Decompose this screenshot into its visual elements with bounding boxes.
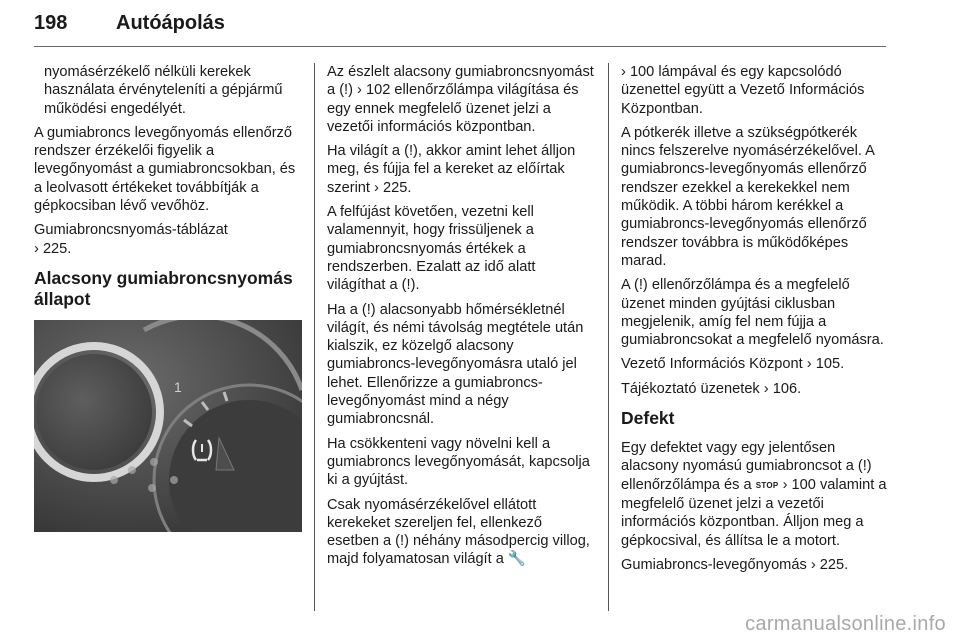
column-2 <box>327 63 595 575</box>
page-ref-arrow-icon: › <box>34 240 39 257</box>
page-ref-arrow-icon: › <box>806 356 812 373</box>
pressure-table-link[interactable]: Gumiabroncsnyomás-táblázat <box>34 222 228 239</box>
page-ref-arrow-icon: › <box>763 380 769 397</box>
page-ref-100[interactable]: 100 <box>629 64 655 80</box>
paragraph-info-messages-ref <box>621 380 893 398</box>
paragraph-lamp-message: › 100 lámpával és egy kapcsolódó üzenettel együtt a Vezető Információs Központban. <box>621 64 865 117</box>
paragraph-flat-tire: Egy defektet vagy egy jelentősen alacsony nyomású gumiabroncsot a (!) ellenőrzőlámpa és a STOP › 100 valamint a megfelelő üzenet jelzi a vezetői információs központban. Álljon meg a gépkocsival, és állítsa le a motort. <box>621 440 887 549</box>
column-divider-1 <box>314 63 315 611</box>
paragraph-stop-and-inflate: Ha világít a (!), akkor amint lehet álljon meg, és fújja fel a kereket az előírtak szerint › 225. <box>327 143 576 196</box>
tire-pressure-warning-icon: (!) <box>404 143 418 160</box>
paragraph-driver-info-center-ref <box>621 355 893 373</box>
paragraph-sensorless-wheels: nyomásérzékelő nélküli kerekek használata érvényteleníti a gépjármű működési engedélyét. <box>44 64 283 117</box>
gauge-tick-label: 1 <box>174 378 182 395</box>
paragraph-adjust-pressure: Ha csökkenteni vagy növelni kell a gumiabroncs levegőnyomását, kapcsolja ki a gyújtást. <box>327 435 590 489</box>
page-ref-105[interactable]: 105. <box>815 356 845 373</box>
tire-pressure-warning-icon: (!) <box>401 277 416 294</box>
tire-pressure-warning-icon: (!) <box>339 82 353 99</box>
paragraph-after-inflation: A felfújást követően, vezetni kell valamennyit, hogy frissüljenek a gumiabroncsnyomás értékek a rendszerben. Ezalatt az idő alatt világíthat a (!). <box>327 204 536 294</box>
column-1 <box>34 63 302 532</box>
paragraph-low-pressure-detected: Az észlelt alacsony gumiabroncsnyomást a (!) › 102 ellenőrzőlámpa világítása és egy ennek megfelelő üzenet jelzi a vezetői információs központban. <box>327 64 594 135</box>
tire-pressure-warning-icon: (!) <box>395 533 409 550</box>
column-divider-2 <box>608 63 609 611</box>
page-ref-arrow-icon: › <box>810 556 816 573</box>
page-ref-102[interactable]: 102 <box>365 82 391 99</box>
section-title: Autóápolás <box>116 12 225 34</box>
page-ref-225[interactable]: 225. <box>382 179 412 196</box>
tire-pressure-warning-icon: (!) <box>857 458 872 475</box>
header-divider <box>34 46 886 47</box>
info-messages-link[interactable]: Tájékoztató üzenetek <box>621 380 760 397</box>
page-ref-225[interactable]: 225. <box>819 556 849 573</box>
paragraph-pressure-table <box>34 221 302 258</box>
paragraph-tire-pressure-ref <box>621 556 893 574</box>
section-heading-low-pressure: Alacsony gumiabroncsnyomás állapot <box>34 267 293 309</box>
paragraph-tpms-sensors: A gumiabroncs levegőnyomás ellenőrző rendszer érzékelői figyelik a levegőnyomást a gumiabroncsokban, és a leolvasott értékeket továbbítják a gépkocsiban lévő vevőhöz. <box>34 124 296 215</box>
watermark: carmanualsonline.info <box>745 613 946 635</box>
page-ref-225[interactable]: 225. <box>42 240 72 257</box>
page-ref-arrow-icon: › <box>782 476 788 493</box>
tire-pressure-link[interactable]: Gumiabroncs-levegőnyomás <box>621 556 807 573</box>
instrument-cluster-figure <box>34 320 302 532</box>
page-header <box>34 10 886 44</box>
paragraph-spare-wheel: A pótkerék illetve a szükségpótkerék nincs felszerelve nyomásérzékelővel. A gumiabroncs-levegőnyomás ellenőrző rendszer ezekkel a kerekekkel nem működik. A többi három kerékkel a gumiabroncs-levegőnyomás ellenőrző rendszer továbbra is működőképes marad. <box>621 124 875 269</box>
page-ref-106[interactable]: 106. <box>772 380 802 397</box>
paragraph-ignition-cycle: A (!) ellenőrzőlámpa és a megfelelő üzenet minden gyújtási ciklusban megjelenik, amíg fel nem fújja a gumiabroncsokat a megfelelő nyomásra. <box>621 277 884 349</box>
page-number: 198 <box>34 12 68 34</box>
page-ref-arrow-icon: › <box>621 64 626 80</box>
page-ref-100[interactable]: 100 <box>791 476 816 493</box>
driver-info-center-link[interactable]: Vezető Információs Központ <box>621 356 803 373</box>
page-ref-arrow-icon: › <box>374 179 379 196</box>
wrench-icon: 🔧 <box>507 551 527 568</box>
paragraph-sensor-wheels-only: Csak nyomásérzékelővel ellátott kerekeket szereljen fel, ellenkező esetben a (!) néhány másodpercig villog, majd folyamatosan világít a 🔧 <box>327 496 590 568</box>
column-3 <box>621 63 893 580</box>
paragraph-low-temperature: Ha a (!) alacsonyabb hőmérsékletnél világít, és némi távolság megtétele után kialszik, ez közelgő alacsony gumiabroncs-levegőnyomásra utaló jel lehet. Ellenőrizze a gumiabroncs-levegőnyomást mind a négy gumiabroncsnál. <box>327 301 584 428</box>
tire-pressure-warning-icon: (!) <box>634 277 648 294</box>
tire-pressure-warning-icon: (!) <box>361 301 376 318</box>
page-ref-arrow-icon: › <box>357 82 362 99</box>
section-heading-defect: Defekt <box>621 408 675 429</box>
stop-icon: STOP <box>755 480 779 490</box>
